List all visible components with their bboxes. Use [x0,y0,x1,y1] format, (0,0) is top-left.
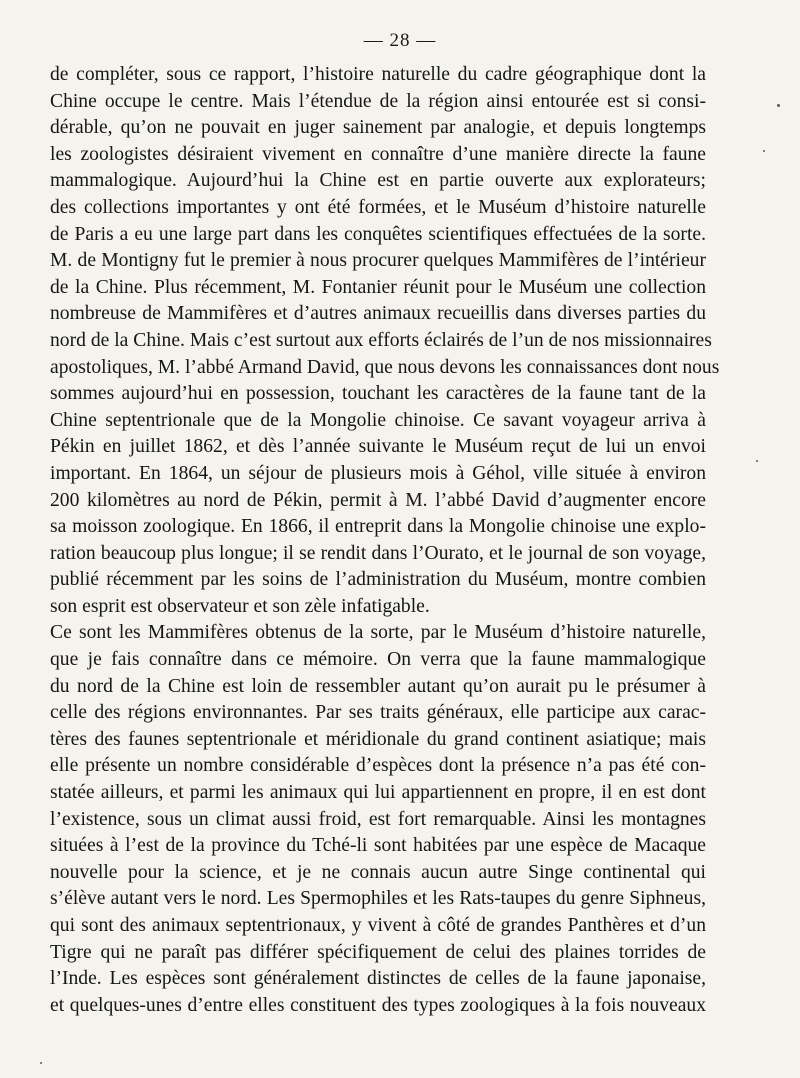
text-line: des collections importantes y ont été formées, et le Muséum d’histoire naturelle [50,196,706,218]
text-line: son esprit est observateur et son zèle infatigable. [50,595,430,617]
body-text [50,62,720,1019]
text-line: du nord de la Chine est loin de ressembler autant qu’on aurait pu le présumer à [50,675,706,697]
text-line: Chine occupe le centre. Mais l’étendue de la région ainsi entourée est si consi- [50,90,706,112]
text-line: sommes aujourd’hui en possession, touchant les caractères de la faune tant de la [50,383,706,405]
print-speck [763,150,765,152]
text-line: nord de la Chine. Mais c’est surtout aux efforts éclairés de l’un de nos missionnaires [50,329,712,351]
text-line: Tigre qui ne paraît pas différer spécifiquement de celui des plaines torrides de [50,941,706,963]
text-line: de la Chine. Plus récemment, M. Fontanier réunit pour le Muséum une collection [50,276,706,298]
text-line: et quelques-unes d’entre elles constituent des types zoologiques à la fois nouveaux [50,994,706,1016]
text-line: Chine septentrionale que de la Mongolie chinoise. Ce savant voyageur arriva à [50,409,706,431]
text-line: mammalogique. Aujourd’hui la Chine est en partie ouverte aux explorateurs; [50,170,706,192]
text-line: ration beaucoup plus longue; il se rendit dans l’Ourato, et le journal de son voyage, [50,542,706,564]
text-line: Ce sont les Mammifères obtenus de la sorte, par le Muséum d’histoire naturelle, [50,622,706,644]
text-line: qui sont des animaux septentrionaux, y vivent à côté de grandes Panthères et d’un [50,915,706,936]
text-line: l’Inde. Les espèces sont généralement distinctes de celles de la faune japonaise, [50,968,706,990]
text-line: sa moisson zoologique. En 1866, il entreprit dans la Mongolie chinoise une explo- [50,516,706,538]
text-line: nouvelle pour la science, et je ne connais aucun autre Singe continental qui [50,861,706,883]
text-line: tères des faunes septentrionale et méridionale du grand continent asiatique; mais [50,728,706,750]
text-line: que je fais connaître dans ce mémoire. On verra que la faune mammalogique [50,649,706,671]
text-line: de Paris a eu une large part dans les conquêtes scientifiques effectuées de la sorte. [50,223,706,245]
text-line: de compléter, sous ce rapport, l’histoire naturelle du cadre géographique dont la [50,64,706,85]
paragraph-1 [50,62,720,620]
print-speck [40,1062,42,1064]
text-line: dérable, qu’on ne pouvait en juger sainement par analogie, et depuis longtemps [50,117,706,139]
text-line: apostoliques, M. l’abbé Armand David, que nous devons les connaissances dont nous [50,356,720,378]
text-line: situées à l’est de la province du Tché-li sont habitées par une espèce de Macaque [50,835,706,857]
text-line: M. de Montigny fut le premier à nous procurer quelques Mammifères de l’intérieur [50,250,706,272]
text-line: important. En 1864, un séjour de plusieurs mois à Géhol, ville située à environ [50,462,706,484]
text-line: statée ailleurs, et parmi les animaux qui lui appartiennent en propre, il en est dont [50,782,706,804]
page-number: — 28 — [363,30,437,51]
text-line: Pékin en juillet 1862, et dès l’année suivante le Muséum reçut de lui un envoi [50,436,706,458]
paragraph-2 [50,620,706,1019]
print-speck [777,104,780,107]
print-speck [756,460,758,462]
text-line: 200 kilomètres au nord de Pékin, permit à M. l’abbé David d’augmenter encore [50,489,706,511]
text-line: nombreuse de Mammifères et d’autres animaux recueillis dans diverses parties du [50,303,706,325]
text-line: publié récemment par les soins de l’administration du Muséum, montre combien [50,569,706,591]
text-line: elle présente un nombre considérable d’espèces dont la présence n’a pas été con- [50,755,706,777]
text-line: s’élève autant vers le nord. Les Spermophiles et les Rats-taupes du genre Siphneus, [50,888,706,910]
text-line: les zoologistes désiraient vivement en connaître d’une manière directe la faune [50,143,706,165]
text-line: l’existence, sous un climat aussi froid, est fort remarquable. Ainsi les montagnes [50,808,706,830]
text-line: celle des régions environnantes. Par ses traits généraux, elle participe aux carac- [50,702,706,724]
